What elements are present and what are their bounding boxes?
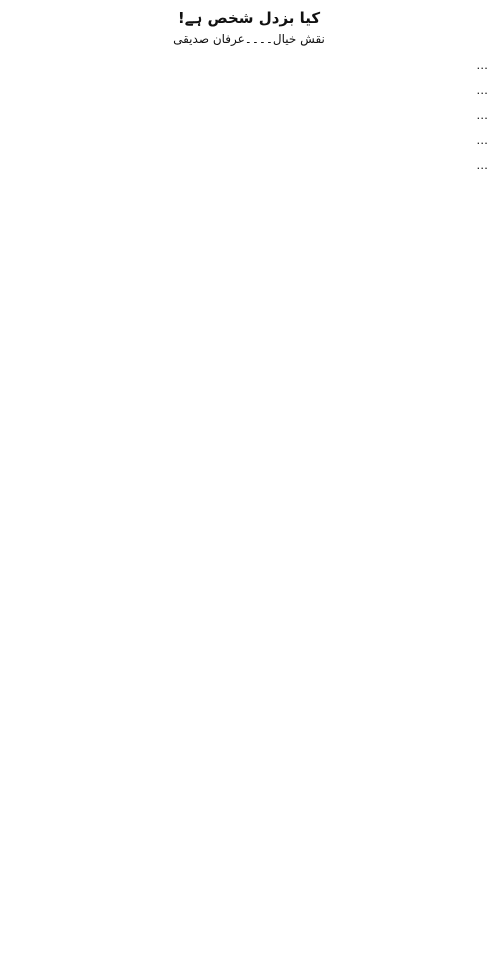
article-body <box>10 54 488 176</box>
article-paragraph: … <box>476 83 488 98</box>
article-headline: کیا بزدل شخص ہے! <box>177 9 321 27</box>
article-byline: نقش خیال۔۔۔۔عرفان صدیقی <box>173 32 325 46</box>
article-paragraph: … <box>476 58 488 72</box>
article-paragraph: … <box>476 108 488 123</box>
article-paragraph: … <box>476 158 488 173</box>
article-paragraph: … <box>476 133 488 148</box>
